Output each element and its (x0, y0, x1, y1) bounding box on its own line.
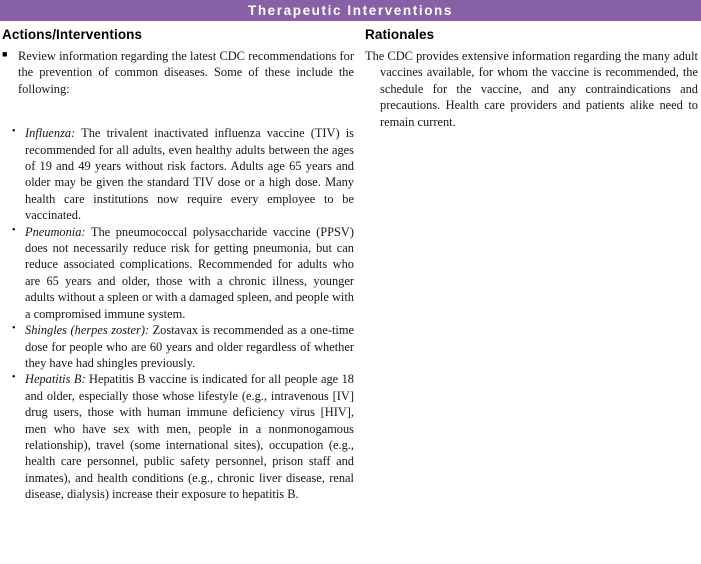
actions-column (2, 21, 354, 503)
vaccine-term: Pneumonia: (25, 224, 86, 239)
vaccine-text: The pneumococcal polysaccharide vaccine (PPSV) does not necessarily reduce risk for getting pneumonia, but can reduce associated complications. Recommended for adults who are 65 years and older, those with a chronic illness, younger adults without a spleen or with a damaged spleen, and people with a compromised immune system. (25, 224, 354, 321)
vaccine-term: Hepatitis B: (25, 372, 86, 387)
dot-bullet-icon: • (12, 224, 16, 236)
intro-text: Review information regarding the latest CDC recommendations for the prevention of common diseases. Some of these include the following: (18, 49, 354, 96)
vaccine-term: Shingles (herpes zoster): (25, 323, 150, 338)
rationales-column (365, 21, 698, 503)
vaccine-text: Zostavax is recommended as a one-time dose for people who are 60 years and older regardless of whether they have had shingles previously. (25, 323, 354, 370)
rationales-column-header: Rationales (365, 27, 435, 42)
square-bullet-icon: ■ (2, 49, 8, 59)
dot-bullet-icon: • (12, 372, 16, 384)
vaccine-text: Hepatitis B vaccine is indicated for all people age 18 and older, especially those whose lifestyle (e.g., intravenous [IV] drug users, those with human immune deficiency virus [HIV], men who have sex with men, people in a nonmonogamous relationship), travel (some international sites), occupation (e.g., health care personnel, public safety personnel, prison staff and inmates), and health conditions (e.g., chronic liver disease, renal disease, dialysis) increase their exposure to hepatitis B. (25, 372, 354, 502)
table-title: Therapeutic Interventions (247, 3, 454, 18)
table-body (0, 21, 701, 503)
table-header-bar (0, 0, 701, 21)
list-item-influenza (12, 125, 354, 223)
list-item-pneumonia (12, 224, 354, 322)
vaccine-text: The trivalent inactivated influenza vaccine (TIV) is recommended for all adults, even healthy adults between the ages of 19 and 49 years without risk factors. Adults age 65 years and older may be given the standard TIV dose or a high dose. Many health care institutions now require every employee to be vaccinated. (25, 126, 355, 223)
dot-bullet-icon: • (12, 323, 16, 335)
actions-column-header: Actions/Interventions (2, 27, 143, 42)
list-item-shingles (12, 322, 354, 371)
list-item-hepatitis-b (12, 371, 354, 502)
intro-paragraph (2, 48, 354, 97)
vaccine-list (12, 125, 354, 502)
dot-bullet-icon: • (12, 126, 16, 138)
rationale-paragraph: The CDC provides extensive information regarding the many adult vaccines available, for whom the vaccine is recommended, the schedule for the vaccine, and any contraindications and precautions. Health care providers and patients alike need to remain current. (365, 49, 698, 129)
vaccine-term: Influenza: (25, 126, 76, 141)
